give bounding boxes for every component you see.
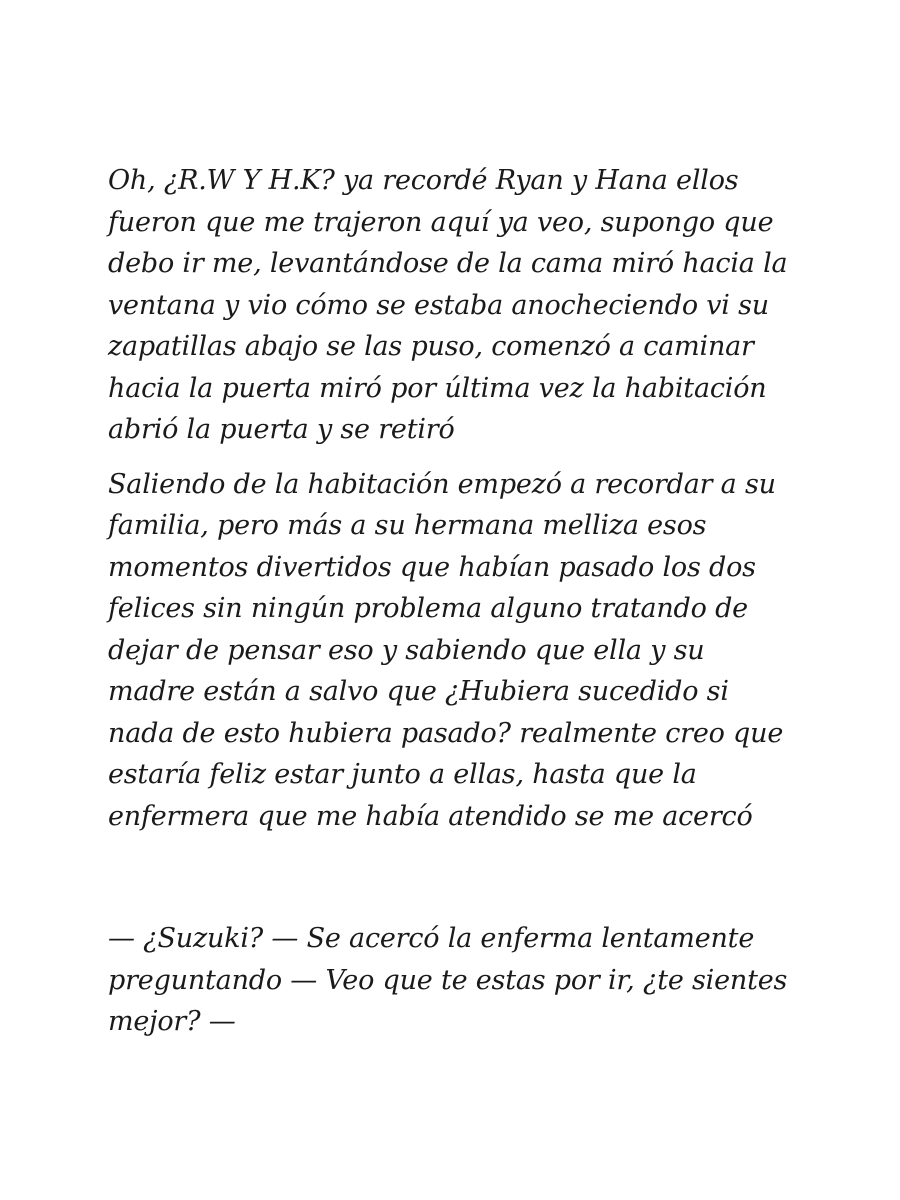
text-line: Saliendo de la habitación empezó a recordar a su — [108, 468, 776, 500]
text-line: hacia la puerta miró por última vez la habitación — [108, 372, 767, 404]
text-line: dejar de pensar eso y sabiendo que ella y su — [108, 634, 705, 666]
text-line: mejor? — — [108, 1006, 236, 1037]
text-line: preguntando — Veo que te estas por ir, ¿te sientes — [108, 964, 788, 996]
text-line: zapatillas abajo se las puso, comenzó a caminar — [108, 331, 754, 362]
text-line: nada de esto hubiera pasado? realmente creo que — [108, 717, 784, 749]
paragraph-gap — [108, 850, 798, 918]
text-line: felices sin ningún problema alguno tratando de — [108, 593, 748, 624]
paragraph-2 — [108, 464, 798, 838]
text-line: estaría feliz estar junto a ellas, hasta que la — [108, 759, 697, 790]
text-line: momentos divertidos que habían pasado los dos — [108, 551, 756, 583]
paragraph-3-dialogue — [108, 918, 798, 1043]
paragraph-1 — [108, 160, 798, 451]
text-line: — ¿Suzuki? — Se acercó la enferma lentamente — [108, 923, 755, 954]
text-line: madre están a salvo que ¿Hubiera sucedido si — [108, 676, 729, 707]
text-line: fueron que me trajeron aquí ya veo, supongo que — [108, 206, 774, 238]
text-line: enfermera que me había atendido se me acercó — [108, 800, 753, 832]
document-page — [108, 160, 798, 1056]
text-line: abrió la puerta y se retiró — [108, 414, 455, 445]
text-line: Oh, ¿R.W Y H.K? ya recordé Ryan y Hana ellos — [108, 165, 739, 196]
text-line: debo ir me, levantándose de la cama miró hacia la — [108, 248, 788, 279]
text-line: ventana y vio cómo se estaba anocheciendo vi su — [108, 289, 769, 321]
text-line: familia, pero más a su hermana melliza esos — [108, 510, 707, 541]
